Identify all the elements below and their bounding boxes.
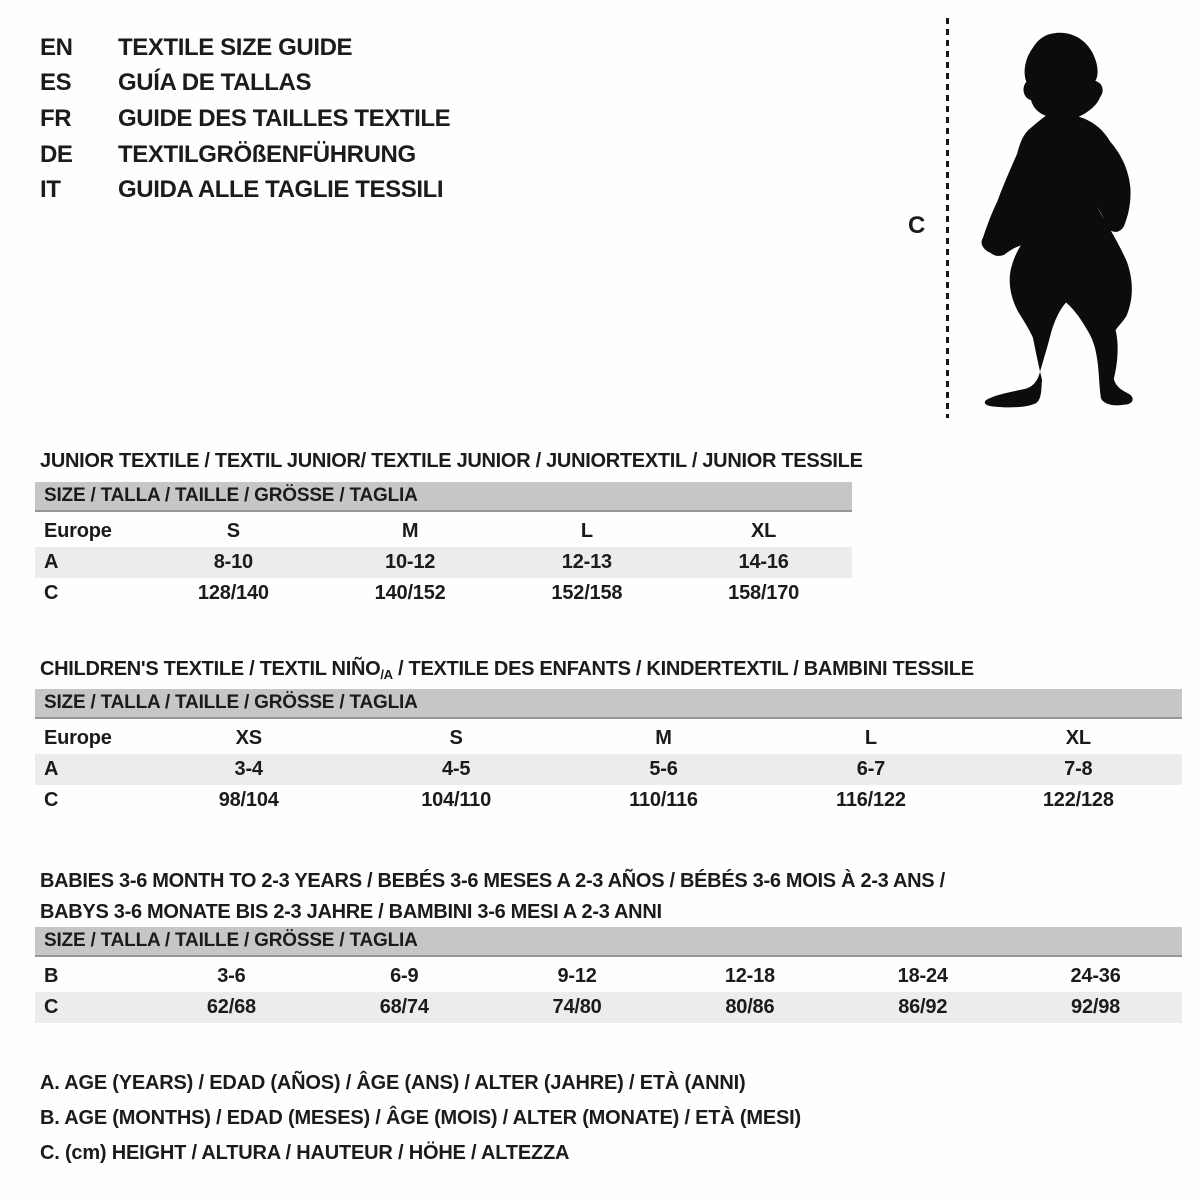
legend-line-b: B. AGE (MONTHS) / EDAD (MESES) / ÂGE (MOIS) / ALTER (MONATE) / ETÀ (MESI) <box>40 1107 801 1129</box>
table-row-height <box>35 992 1182 1023</box>
language-row-en <box>40 30 450 66</box>
height-cell: 74/80 <box>552 996 602 1018</box>
language-code: ES <box>40 69 72 97</box>
row-label: A <box>44 551 59 573</box>
guide-title: TEXTILE SIZE GUIDE <box>118 33 353 61</box>
height-cell: 116/122 <box>836 789 906 811</box>
table-row-age <box>35 547 852 578</box>
children-heading-prefix: CHILDREN'S TEXTILE / TEXTIL NIÑO <box>40 657 381 680</box>
language-row-it <box>40 172 450 208</box>
language-code: DE <box>40 140 73 168</box>
toddler-silhouette-icon <box>962 12 1146 422</box>
age-cell: 5-6 <box>649 758 678 780</box>
size-cell: L <box>580 520 593 542</box>
size-table-header: SIZE / TALLA / TAILLE / GRÖSSE / TAGLIA <box>35 927 1182 957</box>
age-cell: 12-18 <box>724 965 775 987</box>
height-cell: 152/158 <box>551 582 623 604</box>
measurement-legend <box>40 1066 801 1171</box>
size-cell: S <box>449 727 463 749</box>
height-cell: 86/92 <box>898 996 948 1018</box>
table-row-europe <box>35 723 1182 754</box>
guide-title: GUIDA ALLE TAGLIE TESSILI <box>118 176 444 204</box>
junior-section-heading: JUNIOR TEXTILE / TEXTIL JUNIOR/ TEXTILE JUNIOR / JUNIORTEXTIL / JUNIOR TESSILE <box>40 449 863 472</box>
babies-heading-line2: BABYS 3-6 MONATE BIS 2-3 JAHRE / BAMBINI 3-6 MESI A 2-3 ANNI <box>40 900 662 923</box>
table-row-age-months <box>35 961 1182 992</box>
children-heading-suffix: / TEXTILE DES ENFANTS / KINDERTEXTIL / BAMBINI TESSILE <box>392 657 974 680</box>
legend-line-c: C. (cm) HEIGHT / ALTURA / HAUTEUR / HÖHE / ALTEZZA <box>40 1142 570 1164</box>
babies-size-table <box>35 927 1182 1023</box>
table-row-height <box>35 785 1182 816</box>
language-row-de <box>40 137 450 173</box>
height-dashed-line-icon <box>946 18 949 418</box>
size-cell: XL <box>751 520 777 542</box>
junior-size-table <box>35 482 852 609</box>
legend-line-a: A. AGE (YEARS) / EDAD (AÑOS) / ÂGE (ANS) / ALTER (JAHRE) / ETÀ (ANNI) <box>40 1072 746 1094</box>
height-measure-label: C <box>908 212 926 239</box>
height-cell: 62/68 <box>206 996 256 1018</box>
height-cell: 68/74 <box>379 996 429 1018</box>
height-cell: 122/128 <box>1042 789 1114 811</box>
guide-title: GUIDE DES TAILLES TEXTILE <box>118 104 451 132</box>
size-cell: M <box>655 727 672 749</box>
height-cell: 92/98 <box>1071 996 1121 1018</box>
row-label: C <box>44 789 59 811</box>
height-cell: 140/152 <box>374 582 446 604</box>
size-cell: XL <box>1065 727 1091 749</box>
age-cell: 12-13 <box>561 551 612 573</box>
language-row-es <box>40 66 450 102</box>
height-cell: 104/110 <box>421 789 491 811</box>
children-heading-subscript: /A <box>380 666 393 682</box>
height-cell: 128/140 <box>197 582 269 604</box>
age-cell: 24-36 <box>1070 965 1121 987</box>
age-cell: 6-9 <box>390 965 419 987</box>
table-row-height <box>35 578 852 609</box>
language-row-fr <box>40 101 450 137</box>
babies-section-heading <box>40 866 945 928</box>
age-cell: 4-5 <box>441 758 471 780</box>
language-title-list <box>40 30 450 208</box>
size-cell: L <box>864 727 877 749</box>
row-label: B <box>44 965 59 987</box>
size-cell: S <box>226 520 240 542</box>
age-cell: 10-12 <box>385 551 436 573</box>
size-table-header: SIZE / TALLA / TAILLE / GRÖSSE / TAGLIA <box>35 482 852 512</box>
age-cell: 18-24 <box>897 965 948 987</box>
row-label: C <box>44 996 59 1018</box>
language-code: FR <box>40 104 72 132</box>
age-cell: 9-12 <box>557 965 597 987</box>
guide-title: TEXTILGRÖßENFÜHRUNG <box>118 140 416 168</box>
age-cell: 7-8 <box>1064 758 1093 780</box>
age-cell: 3-6 <box>217 965 246 987</box>
guide-title: GUÍA DE TALLAS <box>118 69 312 97</box>
age-cell: 6-7 <box>856 758 886 780</box>
age-cell: 8-10 <box>213 551 253 573</box>
babies-heading-line1: BABIES 3-6 MONTH TO 2-3 YEARS / BEBÉS 3-6 MESES A 2-3 AÑOS / BÉBÉS 3-6 MOIS À 2-3 ANS / <box>40 869 945 892</box>
row-label: A <box>44 758 59 780</box>
row-label: C <box>44 582 59 604</box>
height-cell: 158/170 <box>728 582 800 604</box>
language-code: EN <box>40 33 73 61</box>
age-cell: 3-4 <box>234 758 263 780</box>
height-cell: 80/86 <box>725 996 775 1018</box>
children-size-table <box>35 689 1182 816</box>
table-row-europe <box>35 516 852 547</box>
size-table-header: SIZE / TALLA / TAILLE / GRÖSSE / TAGLIA <box>35 689 1182 719</box>
size-cell: M <box>401 520 419 542</box>
table-row-age <box>35 754 1182 785</box>
row-label: Europe <box>44 520 112 542</box>
row-label: Europe <box>44 727 112 749</box>
height-cell: 110/116 <box>629 789 698 811</box>
language-code: IT <box>40 176 61 204</box>
children-section-heading <box>40 658 974 682</box>
age-cell: 14-16 <box>738 551 789 573</box>
size-cell: XS <box>235 727 262 749</box>
height-cell: 98/104 <box>218 789 279 811</box>
